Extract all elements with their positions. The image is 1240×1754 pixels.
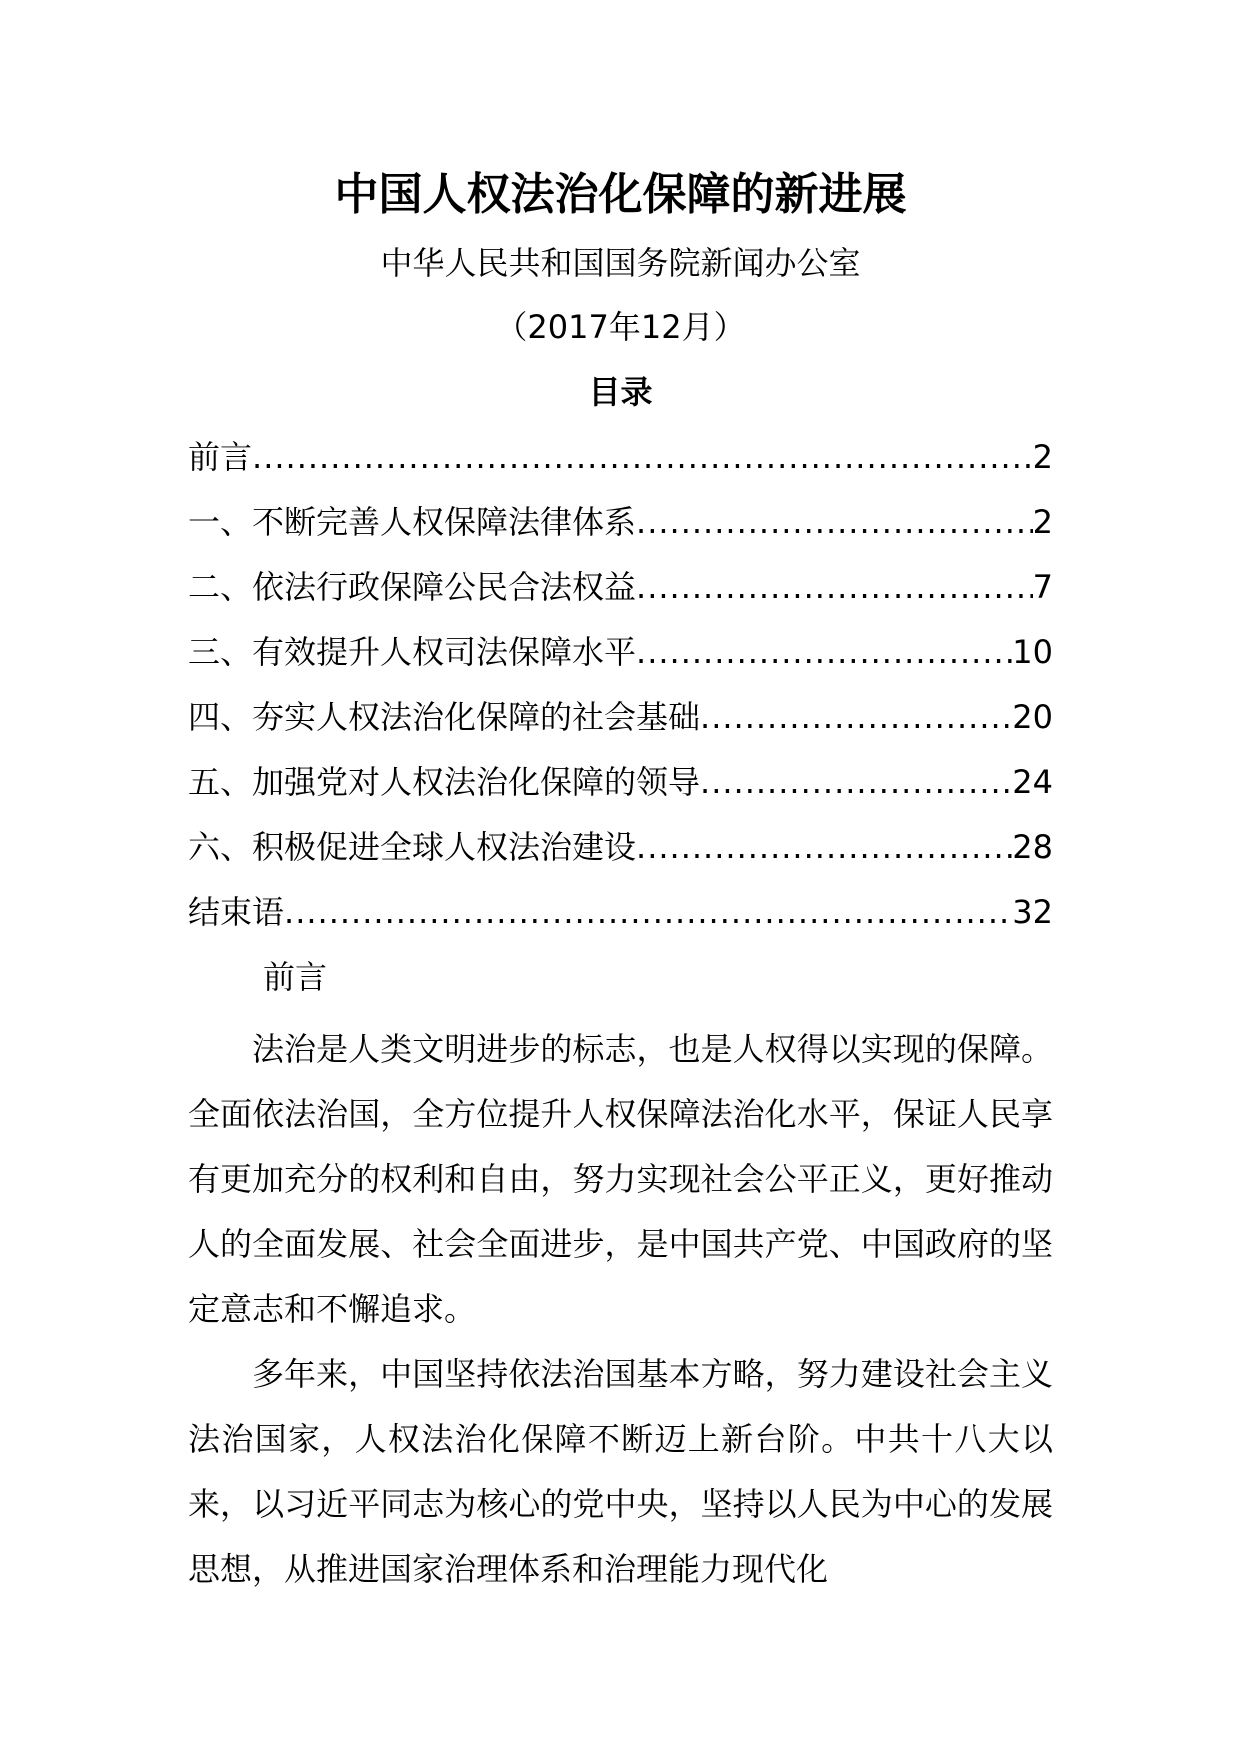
toc-entry-page: 7	[1032, 568, 1053, 606]
toc-leader-dots	[636, 562, 1033, 612]
toc-entry-page: 28	[1012, 828, 1053, 866]
toc-leader-dots	[636, 822, 1012, 872]
preface-body	[188, 1017, 1053, 1602]
toc-entry-page: 10	[1012, 633, 1053, 671]
body-paragraph: 多年来，中国坚持依法治国基本方略，努力建设社会主义法治国家，人权法治化保障不断迈上新台阶。中共十八大以来，以习近平同志为核心的党中央，坚持以人民为中心的发展思想，从推进国家治理体系和治理能力现代化	[188, 1355, 1053, 1588]
toc-entry-page: 32	[1012, 893, 1053, 931]
toc-entry-page: 2	[1032, 503, 1053, 541]
document-date: （2017年12月）	[495, 308, 746, 346]
toc-entry-label: 前言	[188, 438, 253, 476]
toc-entry-label: 二、依法行政保障公民合法权益	[188, 568, 637, 606]
toc-entry-label: 结束语	[188, 893, 285, 931]
toc-entry[interactable]	[188, 692, 1053, 757]
toc-entry-page: 2	[1032, 438, 1053, 476]
document-title: 中国人权法治化保障的新进展	[334, 169, 907, 220]
toc-entry[interactable]	[188, 497, 1053, 562]
toc-entry[interactable]	[188, 822, 1053, 887]
toc-entry[interactable]	[188, 627, 1053, 692]
toc-entry[interactable]	[188, 887, 1053, 952]
toc-entry[interactable]	[188, 562, 1053, 627]
toc-entry-label: 四、夯实人权法治化保障的社会基础	[188, 698, 701, 736]
toc-entry-page: 20	[1012, 698, 1053, 736]
toc-leader-dots	[252, 432, 1033, 482]
toc-leader-dots	[636, 497, 1033, 547]
toc-entry-label: 五、加强党对人权法治化保障的领导	[188, 763, 701, 801]
toc-entry-label: 六、积极促进全球人权法治建设	[188, 828, 637, 866]
document-issuer: 中华人民共和国国务院新闻办公室	[380, 244, 861, 282]
toc-entry-label: 三、有效提升人权司法保障水平	[188, 633, 637, 671]
toc-leader-dots	[700, 757, 1012, 807]
toc-heading: 目录	[588, 373, 653, 411]
toc-leader-dots	[700, 692, 1012, 742]
body-paragraph: 法治是人类文明进步的标志，也是人权得以实现的保障。全面依法治国，全方位提升人权保障法治化水平，保证人民享有更加充分的权利和自由，努力实现社会公平正义，更好推动人的全面发展、社会全面进步，是中国共产党、中国政府的坚定意志和不懈追求。	[188, 1030, 1053, 1328]
table-of-contents	[188, 432, 1053, 952]
toc-leader-dots	[636, 627, 1012, 677]
toc-entry-page: 24	[1012, 763, 1053, 801]
toc-entry[interactable]	[188, 757, 1053, 822]
toc-leader-dots	[284, 887, 1012, 937]
toc-entry[interactable]	[188, 432, 1053, 497]
toc-entry-label: 一、不断完善人权保障法律体系	[188, 503, 637, 541]
preface-heading: 前言	[263, 958, 328, 996]
